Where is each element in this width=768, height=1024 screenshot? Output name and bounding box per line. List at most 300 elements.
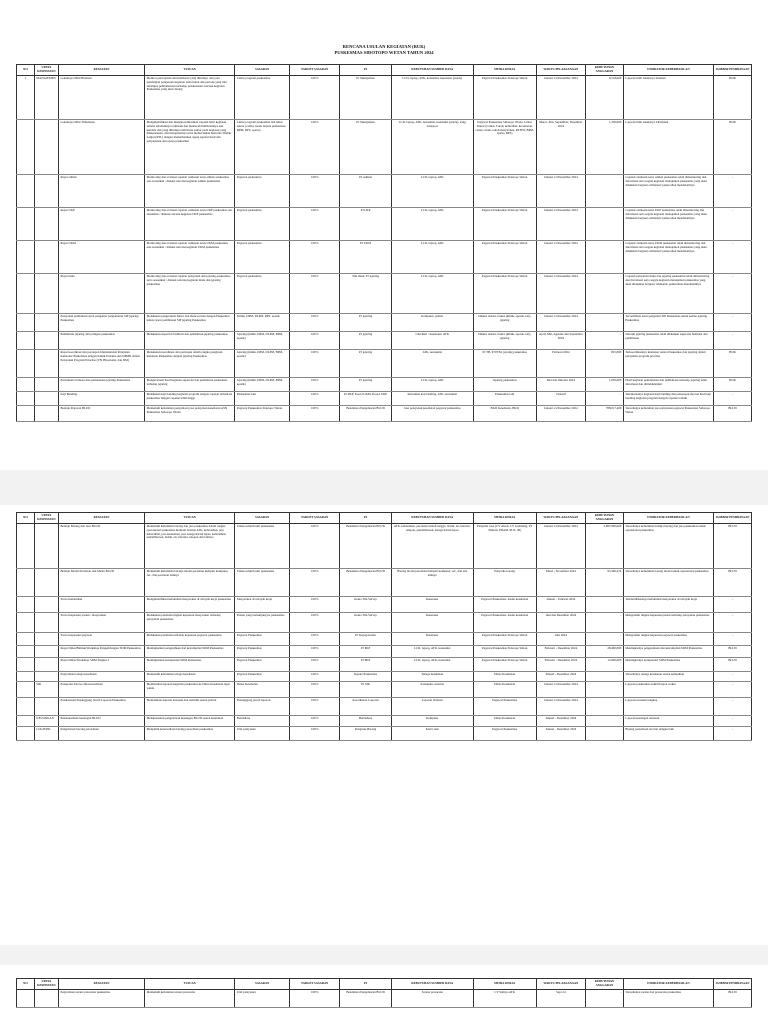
header-target: TARGET SASARAN (289, 65, 339, 76)
cell-mitra: Puskesmas lain (473, 392, 536, 406)
cell-indikator: Laporan mini lokakarya tribulanan (623, 120, 713, 175)
ruk-table-page-1 (16, 64, 752, 422)
table-row (17, 208, 752, 241)
cell-waktu: Juni 2024 (536, 633, 585, 646)
cell-sumber: - (714, 727, 752, 741)
cell-target: 100% (289, 672, 339, 682)
table-row (17, 658, 752, 672)
cell-upaya: KEUANGAN (34, 716, 58, 727)
cell-anggaran: - (586, 597, 624, 613)
cell-sumber: - (714, 597, 752, 613)
cell-sasaran: Lintas program puskesmas dan lintas sektor (camat, lurah, kepala puskesmas, BPM, RPS, sparta) (235, 120, 290, 175)
cell-tujuan: Melakukan penilaian terhadap kepuasan pegawai puskesmas (145, 633, 235, 646)
cell-no (17, 120, 35, 175)
cell-waktu: Februari - Desember 2024 (536, 658, 585, 672)
cell-waktu: Maret - November 2024 (536, 569, 585, 597)
page-gap (0, 945, 768, 965)
cell-upaya (34, 241, 58, 274)
cell-no (17, 658, 35, 672)
document-page-3 (0, 965, 768, 1024)
cell-target: 100% (289, 241, 339, 274)
cell-tujuan: Meningkatkan kompetensi SDM Puskesmas (145, 658, 235, 672)
cell-sumber: - (714, 672, 752, 682)
cell-sasaran: Pegawai Puskesmas (235, 646, 290, 658)
cell-no (17, 569, 35, 597)
cell-indikator: Terkoordinasinya kuisioner antara Puskesmas dan jejaring dalam pelayanan program prioritas (623, 350, 713, 378)
cell-no (17, 406, 35, 422)
cell-pj: Kepala Puskesmas (340, 672, 391, 682)
cell-sumber: BLUD (714, 524, 752, 569)
header-tujuan: TUJUAN (145, 65, 235, 76)
cell-sasaran: Pegawai Puskesmas (235, 672, 290, 682)
cell-no (17, 597, 35, 613)
document-title (0, 0, 768, 56)
table-row (17, 350, 752, 378)
cell-mitra: CV Sehaya ATK (473, 990, 536, 1008)
cell-no (17, 175, 35, 208)
cell-no (17, 727, 35, 741)
cell-tujuan: Memastikan laporan tersusun dan terkirim sesuai jadwal (145, 698, 235, 716)
cell-anggaran: - (586, 672, 624, 682)
cell-anggaran: 6,518,000 (586, 76, 624, 120)
cell-pj: PJ Manajemen (340, 120, 391, 175)
cell-sasaran: Puskesmas lain (235, 392, 290, 406)
cell-upaya (34, 613, 58, 633)
header-target: TARGET SASARAN (289, 513, 339, 524)
table-row (17, 314, 752, 332)
header-kegiatan: KEGIATAN (58, 65, 144, 76)
cell-mitra: Dinkes terkait, faskes (klinik, apotek, lab), jejaring (473, 332, 536, 350)
cell-kegiatan: Rapat koordinasi dan persiapan Implementasi Pengisian Kuisioner Puskesmas dengan Klinik Pratama dan DPMD dalam Pelayanan Program Prioritas (TB, Hipertensi, dan DM) (58, 350, 144, 378)
cell-no (17, 990, 35, 1008)
cell-sdm: LCD, laptop, ATK (391, 175, 473, 208)
cell-anggaran: 95,306,474 (586, 569, 624, 597)
header-kegiatan: KEGIATAN (58, 979, 144, 990)
cell-waktu: Februari - Desember 2024 (536, 646, 585, 658)
cell-target: 100% (289, 76, 339, 120)
cell-indikator: Meningkatnya kompetensi SDM Puskesmas (623, 658, 713, 672)
cell-tujuan: Monitoring dan evaluasi capaian cuttkasin terus admen puskesmas atas sesuaikan / diskusi rencana kegiatan admen puskesmas (145, 175, 235, 208)
cell-tujuan: Monitor pencapaian dan hambatan yang dihadapi, dan pola pembagian pengesaan kegiatan pada bulan dan periode yang lalu sekaligus pembaharuan terhadap pelaksanaan rencana kegiatan Puskesmas yang akan datang (145, 76, 235, 120)
cell-mitra: Pegawai Puskesmas Sidotopo Wetan (473, 646, 536, 658)
table-row (17, 613, 752, 633)
cell-target: 100% (289, 569, 339, 597)
cell-no (17, 208, 35, 241)
cell-sumber: - (714, 613, 752, 633)
cell-sdm: Kartu stok (391, 727, 473, 741)
cell-upaya (34, 658, 58, 672)
cell-sumber: - (714, 314, 752, 332)
header-anggaran: KEBUTUHAN ANGGARAN (586, 979, 624, 990)
cell-target: 100% (289, 524, 339, 569)
cell-kegiatan: Rapat Dinas/Bimtek/Workshop Pengembangan SDM Puskesmas (58, 646, 144, 658)
cell-mitra: Pegawai Puskesmas Sidotopo Wetan (473, 208, 536, 241)
cell-tujuan: Memenuhi kebutuhan tenaga kesehatan (145, 672, 235, 682)
cell-upaya (34, 646, 58, 658)
cell-pj: Bendahara Pengeluaran BLUD (340, 524, 391, 569)
cell-mitra: Penyedia barang (473, 569, 536, 597)
cell-tujuan: Memenuhi kebutuhan sarana prasarana (145, 990, 235, 1008)
cell-sasaran: Pegawai puskesmas (235, 274, 290, 314)
cell-waktu: Februari 2024 (536, 350, 585, 378)
cell-indikator: Terverifikasi surat pengantar SIP Puskesmas untuk semua jejaring Puskesmas (623, 314, 713, 332)
cell-no (17, 698, 35, 716)
table-row (17, 646, 752, 658)
cell-no (17, 633, 35, 646)
cell-no (17, 274, 35, 314)
cell-sumber: BLUD (714, 646, 752, 658)
table-row (17, 274, 752, 314)
cell-target: 100% (289, 646, 339, 658)
cell-kegiatan: Belanja Barang dan Jasa BLUD (58, 524, 144, 569)
cell-anggaran: - (586, 175, 624, 208)
cell-indikator: Mengetahui tingkat kepuasan pasien terhadap pelayanan puskesmas (623, 613, 713, 633)
cell-pj: Ketua Tim Survey (340, 613, 391, 633)
document-page-1 (0, 0, 768, 470)
cell-anggaran: - (586, 682, 624, 698)
table-row (17, 727, 752, 741)
cell-anggaran: - (586, 613, 624, 633)
header-sasaran: SASARAN (235, 979, 290, 990)
cell-waktu: Januari s/d Desember 2024 (536, 406, 585, 422)
cell-waktu: Januari - Desember 2024 (536, 716, 585, 727)
cell-no (17, 613, 35, 633)
cell-no: 1 (17, 76, 35, 120)
cell-tujuan: Melaksanakan pengelolaan keuangan BLUD sesuai ketentuan (145, 716, 235, 727)
cell-upaya (34, 175, 58, 208)
cell-tujuan: Memenuhi kebutuhan belanja modal peralatan meliputi komputer, AC, dan peralatan lainnya (145, 569, 235, 597)
cell-pj: PJ Kepegawaian (340, 633, 391, 646)
cell-sasaran: Masyarakat di wilayah kerja (235, 597, 290, 613)
cell-anggaran: 825,000 (586, 350, 624, 378)
cell-waktu: Maret, Juni, September, Desember 2024 (536, 120, 585, 175)
cell-tujuan: Memenuhi kebutuhan penyediaan jasa pelayanan kesehatan ASN Puskesmas Sidotopo Wetan (145, 406, 235, 422)
cell-tujuan: Monitoring dan evaluasi capaian pelayanan dan jejaring puskesmas, serta sesuaikan / diskusi rencana kegiatan mutu dan jejaring puskesmas (145, 274, 235, 314)
header-sumber-pembiayaan: SUMBER PEMBIAYAAN (714, 65, 752, 76)
cell-waktu: Sept 24 (536, 990, 585, 1008)
cell-pj: PJ Admen (340, 175, 391, 208)
cell-no (17, 332, 35, 350)
cell-indikator: Tersedianya kebutuhan jasa pelayanan pegawai Puskesmas Sidotopo Wetan (623, 406, 713, 422)
cell-kegiatan: Lokakarya Mini Tribulanan (58, 120, 144, 175)
cell-sasaran: Lintas program puskesmas (235, 76, 290, 120)
cell-upaya (34, 392, 58, 406)
header-mitra: MITRA KERJA (473, 65, 536, 76)
cell-mitra: Pegawai Puskesmas (473, 727, 536, 741)
cell-waktu: Januari - Desember 2024 (536, 672, 585, 682)
cell-mitra: Dinas Kesehatan (473, 682, 536, 698)
cell-tujuan: Melakukan penilaian tingkat kepuasan masyarakat terhadap pelayanan puskesmas (145, 613, 235, 633)
cell-tujuan: Melakukan kaji banding kegiatan program dengan capaian terbaik ke puskesmas dengan capaian lebih tinggi (145, 392, 235, 406)
cell-tujuan: Mengidentifikasi dan mengkoordinasikan capaian hasil kegiatan selama sebelumnya termasuk dan memecah hambatannya dan kendala dan yang dihadapi oleh lintas sektor pada kegiatan yang dilaksanakan, dan mengatasinya serta memecahkan Rencana Tindak Lanjut (RTL) dengan memerhatikan aspek seputar hasil dan penyusunan dan upaya puskesmas (145, 120, 235, 175)
header-anggaran: KEBUTUHAN ANGGARAN (586, 513, 624, 524)
cell-kegiatan: Pertemuan evaluasi dan pemantauan jejaring Puskesmas (58, 378, 144, 392)
cell-mitra: Jejaring puskesmas (473, 378, 536, 392)
cell-target: 100% (289, 332, 339, 350)
cell-target: 100% (289, 990, 339, 1008)
cell-target: 100% (289, 633, 339, 646)
cell-kegiatan: Penatausahaan keuangan BLUD (58, 716, 144, 727)
cell-target: 100% (289, 597, 339, 613)
cell-pj: PJ jejaring (340, 350, 391, 378)
cell-sumber: BLUD (714, 658, 752, 672)
cell-tujuan: Mengidentifikasi kebutuhan masyarakat di wilayah kerja puskesmas (145, 597, 235, 613)
cell-upaya (34, 633, 58, 646)
cell-indikator: Seluruh jejaring puskesmas telah dilakukan supervisi fasilitasi dan pembinaan (623, 332, 713, 350)
cell-waktu: Januari s/d Desember 2024 (536, 698, 585, 716)
cell-tujuan: Melakukan koordinasi dan persiapan dalam rangka pengisian kuisioner Puskesmas dengan jejaring Puskesmas (145, 350, 235, 378)
cell-anggaran: 1,050,000 (586, 378, 624, 392)
cell-no (17, 672, 35, 682)
cell-tujuan: Melakukan supervisi fasilitasi dan pembinaan jejaring puskesmas (145, 332, 235, 350)
cell-tujuan: Memenuhi kebutuhan barang dan jasa puskesmas dalam rangka operasional puskesmas meliputi belanja ATK, kebersihan, jasa kebersihan, jasa keamanan, jasa tenaga harian lepas, kebersihan, pemeliharaan, listrik, air, internet, telepon dan lainnya (145, 524, 235, 569)
cell-kegiatan: Rapat Dinas/Workshop SDM Tingkat 2 (58, 658, 144, 672)
cell-target: 100% (289, 658, 339, 672)
cell-sumber: BOK (714, 76, 752, 120)
cell-sasaran: Pegawai Puskesmas (235, 658, 290, 672)
cell-sumber: BLUD (714, 406, 752, 422)
cell-sdm: Checklist / kuesioner, ATK (391, 332, 473, 350)
cell-sumber: - (714, 633, 752, 646)
cell-anggaran: - (586, 990, 624, 1008)
table-row (17, 990, 752, 1008)
cell-pj: PJ PKP, Koord UKM, Koord UKP (340, 392, 391, 406)
cell-pj: PJ UKP (340, 208, 391, 241)
header-waktu: WAKTU PELAKSANAAN (536, 513, 585, 524)
cell-sdm: LCD, laptop, ATK, konsumsi, kuesioner (snack) (391, 76, 473, 120)
header-indikator: INDIKATOR KEBERHASILAN (623, 979, 713, 990)
cell-anggaran: 28,400,000 (586, 646, 624, 658)
cell-mitra: Pegawai Puskesmas Sidotopo Wetan, Lintas Sektor (Camat, Lurah, kelurahan, kecamatan, camat, lurah, tokoh masyarakat, RT/RW, BPM, sparta, BPS) (473, 120, 536, 175)
cell-sdm: LCD, laptop, ATK, konsumsi (391, 658, 473, 672)
cell-kegiatan: Rapat UKP (58, 208, 144, 241)
cell-no (17, 392, 35, 406)
cell-kegiatan: Pelaporan data ke dinas kesehatan (58, 682, 144, 698)
table-row (17, 682, 752, 698)
cell-sasaran: Dinas Kesehatan (235, 682, 290, 698)
cell-mitra: Pegawai Puskesmas, Kader kesehatan (473, 613, 536, 633)
header-anggaran: KEBUTUHAN ANGGARAN (586, 65, 624, 76)
cell-sasaran: Klinik, DPM, DLPM, RPS, apotik (235, 314, 290, 332)
table-row (17, 672, 752, 682)
cell-indikator: Barang persediaan tercatat dengan baik (623, 727, 713, 741)
cell-anggaran: - (586, 332, 624, 350)
cell-sasaran: Penanggung jawab laporan (235, 698, 290, 716)
table-row (17, 175, 752, 208)
cell-pj: Koordinator Laporan (340, 698, 391, 716)
cell-anggaran: - (586, 716, 624, 727)
cell-waktu: Januari s/d Desember 2024 (536, 241, 585, 274)
cell-no (17, 646, 35, 658)
cell-indikator: Capaian pelayanan mutu dan jejaring puskesmas telah dimonitoring dan dievaluasi serta segala kegiatan manajemen puskesmas yang akan dilakukan berjuara rebinanal/ pemecahan mendalamnya (623, 274, 713, 314)
cell-indikator: Terlaksananya kegiatan kaji banding dan penerapan inovasi hasil kaji banding kegiatan program dengan capaian terbaik (623, 392, 713, 406)
cell-sdm: Kuesioner (391, 613, 473, 633)
cell-sasaran: Pegawai puskesmas (235, 241, 290, 274)
header-sumber-daya: KEBUTUHAN SUMBER DAYA (391, 65, 473, 76)
cell-waktu: Januari - Februari 2024 (536, 597, 585, 613)
cell-pj: Tim mutu, PJ jejaring (340, 274, 391, 314)
header-upaya: UPAYA KESEHATAN (34, 513, 58, 524)
title-line-2: PUSKESMAS SIDOTOPO WETAN TAHUN 2024 (334, 50, 434, 55)
header-sasaran: SASARAN (235, 65, 290, 76)
cell-tujuan: Monitoring dan evaluasi capaian cuttkasin terus UKP puskesmas atas sesuaikan / diskusi rencana kegiatan UKP puskesmas (145, 208, 235, 241)
cell-anggaran: - (586, 208, 624, 241)
cell-kegiatan: Survei kepuasan pasien / masyarakat (58, 613, 144, 633)
header-sumber-daya: KEBUTUHAN SUMBER DAYA (391, 979, 473, 990)
table-row (17, 597, 752, 613)
cell-indikator: Laporan mini lokakarya bulanan (623, 76, 713, 120)
cell-kegiatan: Pelaksanaan Penanggung Jawab Laporan Puskesmas (58, 698, 144, 716)
cell-sumber: BOK (714, 378, 752, 392)
cell-waktu: Januari s/d Desember 2024 (536, 524, 585, 569)
cell-sasaran: Untuk seluruh unit puskesmas (235, 569, 290, 597)
table-row (17, 378, 752, 392)
cell-anggaran: - (586, 314, 624, 332)
cell-sumber: - (714, 392, 752, 406)
cell-sumber: - (714, 682, 752, 698)
cell-mitra: Pegawai Puskesmas (473, 698, 536, 716)
cell-waktu: Januari s/d Desember 2024 (536, 175, 585, 208)
cell-target: 100% (289, 698, 339, 716)
cell-target: 100% (289, 613, 339, 633)
cell-waktu: Januari s/d Desember 2024 (536, 314, 585, 332)
header-pj: PJ (340, 65, 391, 76)
table-row (17, 392, 752, 406)
cell-tujuan: Menjamin ketersediaan barang persediaan puskesmas (145, 727, 235, 741)
table-row (17, 716, 752, 727)
header-mitra: MITRA KERJA (473, 513, 536, 524)
cell-pj: PJ jejaring (340, 378, 391, 392)
cell-sdm: Jasa pelayanan kesehatan pegawai puskesmas (391, 406, 473, 422)
cell-sasaran: Unit pelayanan (235, 990, 290, 1008)
cell-target: 100% (289, 314, 339, 332)
header-tujuan: TUJUAN (145, 513, 235, 524)
cell-sdm: Instrumen kaji banding, ATK, konsumsi (391, 392, 473, 406)
cell-mitra: Pegawai Puskesmas Sidotopo Wetan (473, 175, 536, 208)
header-upaya: UPAYA KESEHATAN (34, 979, 58, 990)
cell-kegiatan: Pengelolaan barang persediaan (58, 727, 144, 741)
title-line-1: RENCANA USULAN KEGIATAN (RUK) (342, 44, 426, 49)
header-kegiatan: KEGIATAN (58, 513, 144, 524)
cell-sdm: Komputer, internet (391, 682, 473, 698)
cell-anggaran: 788,017,400 (586, 406, 624, 422)
header-pj: PJ (340, 979, 391, 990)
cell-waktu: Juni dan Desember 2024 (536, 613, 585, 633)
cell-no (17, 314, 35, 332)
cell-indikator: Laporan keuangan tersusun (623, 716, 713, 727)
cell-upaya (34, 350, 58, 378)
cell-kegiatan: Belanja Pegawai BLUD (58, 406, 144, 422)
cell-target: 100% (289, 274, 339, 314)
cell-pj: Pengurus Barang (340, 727, 391, 741)
cell-waktu: Januari s/d Desember 2024 (536, 208, 585, 241)
cell-anggaran: - (586, 241, 624, 274)
cell-indikator: Tersedianya sarana dan prasarana puskesmas (623, 990, 713, 1008)
table-row (17, 698, 752, 716)
cell-sumber: BLUD (714, 990, 752, 1008)
cell-sdm: ATK, kebersihan, peralatan rumah tangga, listrik, air, internet, telepon, pemeliharaan, tenaga harian lepas (391, 524, 473, 569)
cell-pj: PJ PKP (340, 646, 391, 658)
cell-sdm: LCD, laptop, ATK (391, 274, 473, 314)
header-sumber-pembiayaan: SUMBER PEMBIAYAAN (714, 513, 752, 524)
cell-sdm: Komputer (391, 716, 473, 727)
cell-mitra: Dinas Kesehatan (473, 672, 536, 682)
cell-sdm: Laporan bulanan (391, 698, 473, 716)
cell-sdm: LCD, laptop, ATK (391, 208, 473, 241)
cell-sdm: Komputer, printer (391, 314, 473, 332)
cell-target: 100% (289, 406, 339, 422)
cell-sasaran: Pegawai Puskesmas Sidotopo Wetan (235, 406, 290, 422)
cell-pj: PJ jejaring (340, 332, 391, 350)
cell-mitra: Penyedia Jasa (CV Abadi, CV Gemilang, PT Telkom, PDAM, PLN, dll) (473, 524, 536, 569)
cell-sasaran: Jejaring (klinik, DPM, DLPM, BPM, apotik) (235, 350, 290, 378)
cell-anggaran: - (586, 633, 624, 646)
table-row (17, 120, 752, 175)
cell-indikator: Mengetahui tingkat kepuasan pegawai puskesmas (623, 633, 713, 646)
cell-upaya (34, 524, 58, 569)
cell-pj: Bendahara Pengeluaran BLUD (340, 406, 391, 422)
cell-target: 100% (289, 682, 339, 698)
cell-anggaran: - (586, 727, 624, 741)
cell-indikator: Hasil kegiatan pemantauan dan pembinaan terhadap jejaring telah dievaluasi dan ditindaklanjuti (623, 378, 713, 392)
cell-upaya (34, 314, 58, 332)
cell-pj: Bendahara Pengeluaran BLUD (340, 990, 391, 1008)
cell-no (17, 241, 35, 274)
cell-target: 100% (289, 120, 339, 175)
cell-pj: Ketua Tim Survey (340, 597, 391, 613)
cell-indikator: Capaian cuttkasin terus UKP puskesmas telah dimonitoring dan dievaluasi serta segala kegiatan manajemen puskesmas yang akan dilakukan berjuara rebinanal/ pemecahan mendalamnya (623, 208, 713, 241)
cell-upaya (34, 274, 58, 314)
cell-mitra: Pegawai Puskesmas, Kader kesehatan (473, 597, 536, 613)
cell-target: 100% (289, 350, 339, 378)
cell-sasaran: Unit pelayanan (235, 727, 290, 741)
cell-sasaran: Pegawai puskesmas (235, 208, 290, 241)
cell-upaya (34, 597, 58, 613)
cell-waktu: Januari s/d Desember 2024 (536, 682, 585, 698)
cell-kegiatan: Penyediaan sarana prasarana puskesmas (58, 990, 144, 1008)
header-mitra: MITRA KERJA (473, 979, 536, 990)
cell-target: 100% (289, 392, 339, 406)
cell-kegiatan: Rapat UKM (58, 241, 144, 274)
cell-anggaran: 2,897,000,000 (586, 524, 624, 569)
cell-upaya (34, 406, 58, 422)
cell-tujuan: Mengevaluasi hasil kegiatan supervisi dan pembinaan puskesmas terhadap jejaring (145, 378, 235, 392)
cell-pj: PJ Manajemen (340, 76, 391, 120)
header-waktu: WAKTU PELAKSANAAN (536, 979, 585, 990)
cell-upaya (34, 120, 58, 175)
cell-anggaran: 1,350,000 (586, 120, 624, 175)
cell-waktu: April, Mei, Agustus dan September 2024 (536, 332, 585, 350)
cell-mitra: Dinkes terkait, faskes (klinik, apotek, lab), jejaring (473, 314, 536, 332)
cell-mitra: PJ TB, PJ PTM, jejaring puskesmas (473, 350, 536, 378)
document-page-2 (0, 505, 768, 945)
cell-sumber: - (714, 274, 752, 314)
cell-waktu: Mei dan Oktober 2024 (536, 378, 585, 392)
table-row (17, 76, 752, 120)
cell-sasaran: Pegawai Puskesmas (235, 633, 290, 646)
cell-sumber: - (714, 716, 752, 727)
header-waktu: WAKTU PELAKSANAAN (536, 65, 585, 76)
cell-sdm: Barang modal peralatan meliputi komputer, AC, dan alat lainnya (391, 569, 473, 597)
cell-kegiatan: Penyediaan tenaga kesehatan (58, 672, 144, 682)
header-indikator: INDIKATOR KEBERHASILAN (623, 65, 713, 76)
cell-sdm: Kuesioner (391, 633, 473, 646)
cell-sumber: BOK (714, 120, 752, 175)
cell-kegiatan: Lokakarya Mini Bulanan (58, 76, 144, 120)
cell-tujuan: Monitoring dan evaluasi capaian cuttkasin terus UKM puskesmas atas sesuaikan / diskusi rencana kegiatan UKM puskesmas (145, 241, 235, 274)
cell-target: 100% (289, 716, 339, 727)
cell-mitra: Pegawai Puskesmas Sidotopo Wetan (473, 76, 536, 120)
